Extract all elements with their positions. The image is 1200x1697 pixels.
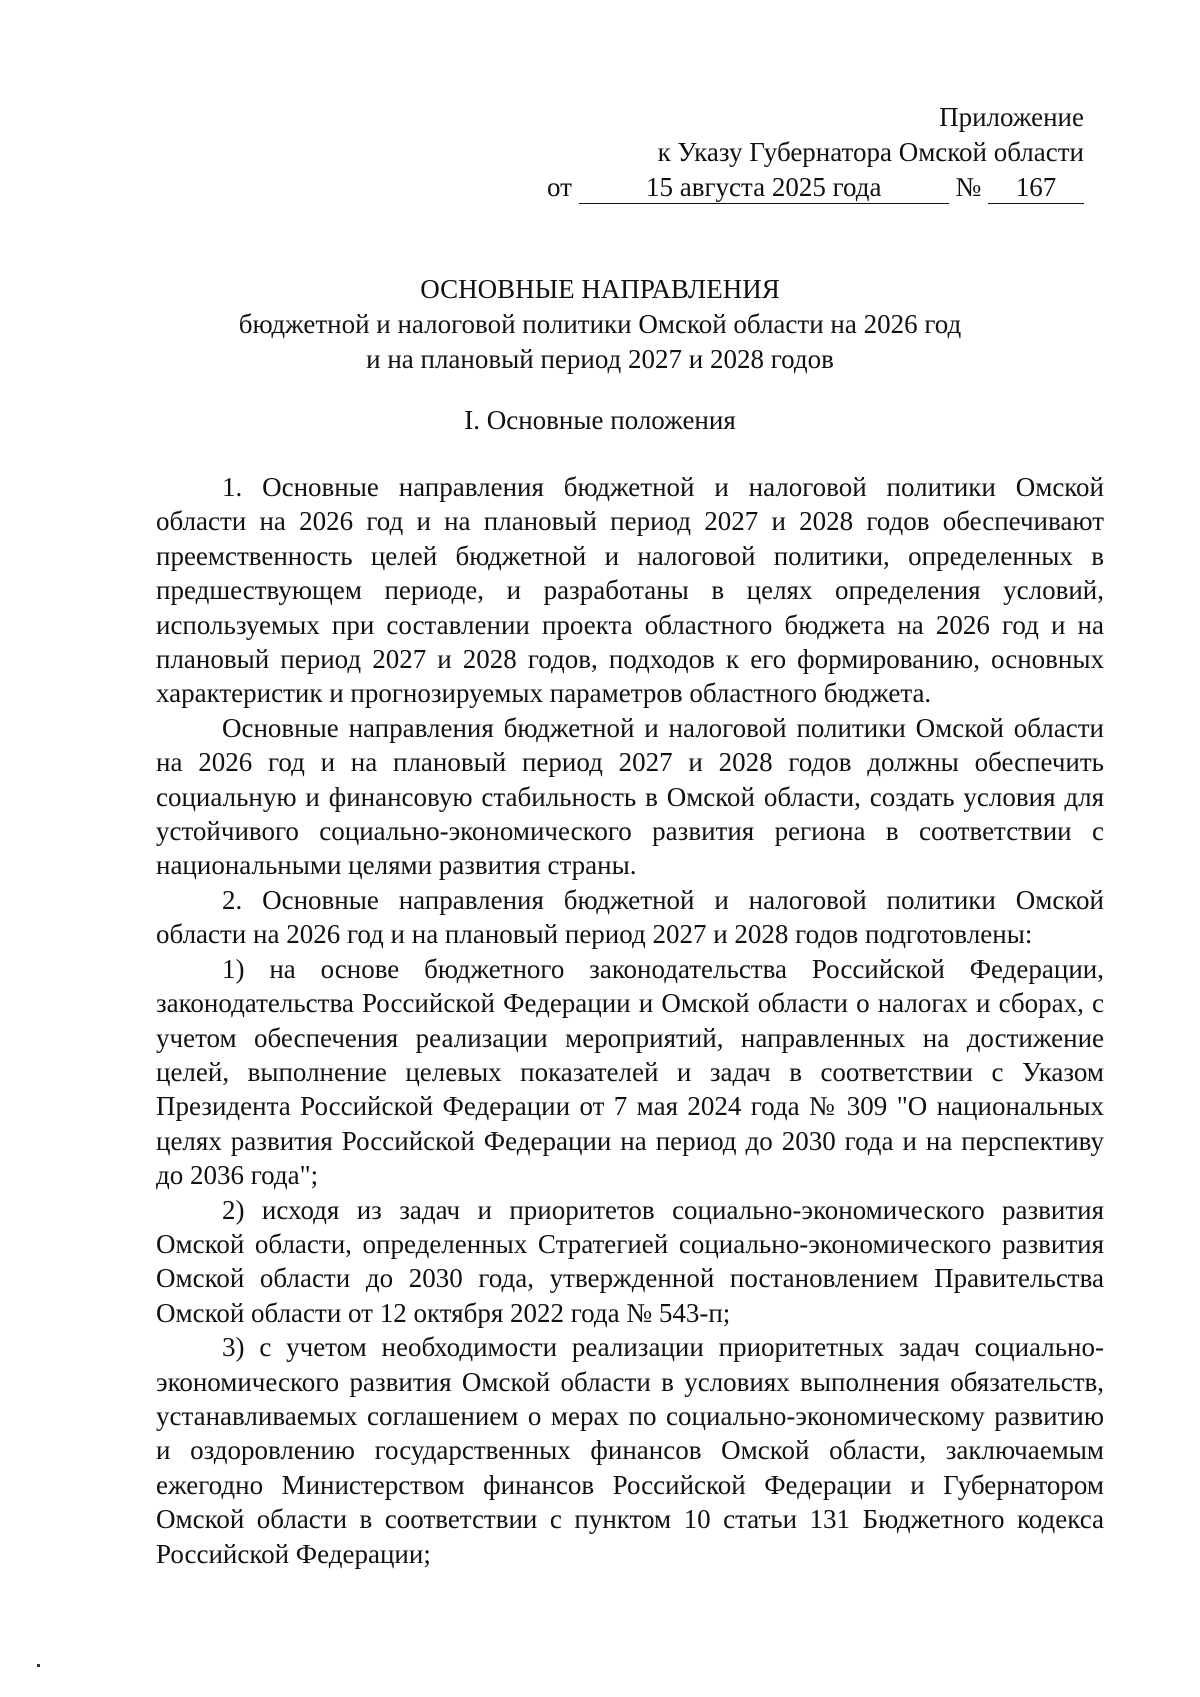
document-body xyxy=(156,470,1104,1571)
section-heading: I. Основные положения xyxy=(464,405,736,435)
document-number: 167 xyxy=(988,173,1084,204)
registration-line xyxy=(547,170,1084,205)
scan-speck xyxy=(37,1664,40,1667)
paragraph-3: 2. Основные направления бюджетной и налоговой политики Омской области на 2026 год и на плановый период 2027 и 2028 годов подготовлены: xyxy=(156,884,1104,950)
document-date: 15 августа 2025 года xyxy=(579,173,949,204)
paragraph-2: Основные направления бюджетной и налоговой политики Омской области на 2026 год и на плановый период 2027 и 2028 годов должны обеспечить социальную и финансовую стабильность в Омской области, создать условия для устойчивого социально-экономического развития региона в соответствии с национальными целями развития страны. xyxy=(156,712,1104,881)
title-line-1: ОСНОВНЫЕ НАПРАВЛЕНИЯ xyxy=(420,274,780,304)
appendix-reference: к Указу Губернатора Омской области xyxy=(657,137,1084,167)
title-line-3: и на плановый период 2027 и 2028 годов xyxy=(366,344,834,374)
appendix-title: Приложение xyxy=(939,102,1084,132)
paragraph-1: 1. Основные направления бюджетной и налоговой политики Омской области на 2026 год и на плановый период 2027 и 2028 годов обеспечивают преемственность целей бюджетной и налоговой политики, определенных в предшествующем периоде, и разработаны в целях определения условий, используемых при составлении проекта областного бюджета на 2026 год и на плановый период 2027 и 2028 годов, подходов к его формированию, основных характеристик и прогнозируемых параметров областного бюджета. xyxy=(156,472,1104,709)
title-line-2: бюджетной и налоговой политики Омской области на 2026 год xyxy=(238,309,962,339)
paragraph-6: 3) с учетом необходимости реализации приоритетных задач социально-экономического развития Омской области в условиях выполнения обязательств, устанавливаемых соглашением о мерах по социально-экономическому развитию и оздоровлению государственных финансов Омской области, заключаемым ежегодно Министерством финансов Российской Федерации и Губернатором Омской области в соответствии с пунктом 10 статьи 131 Бюджетного кодекса Российской Федерации; xyxy=(156,1332,1104,1569)
paragraph-5: 2) исходя из задач и приоритетов социально-экономического развития Омской области, определенных Стратегией социально-экономического развития Омской области до 2030 года, утвержденной постановлением Правительства Омской области от 12 октября 2022 года № 543-п; xyxy=(156,1194,1104,1328)
paragraph-4: 1) на основе бюджетного законодательства Российской Федерации, законодательства Российской Федерации и Омской области о налогах и сборах, с учетом обеспечения реализации мероприятий, направленных на достижение целей, выполнение целевых показателей и задач в соответствии с Указом Президента Российской Федерации от 7 мая 2024 года № 309 "О национальных целях развития Российской Федерации на период до 2030 года и на перспективу до 2036 года"; xyxy=(156,953,1104,1191)
document-title xyxy=(0,272,1200,377)
number-sign: № xyxy=(955,172,982,202)
date-prefix: от xyxy=(547,172,572,202)
appendix-header xyxy=(547,100,1084,205)
